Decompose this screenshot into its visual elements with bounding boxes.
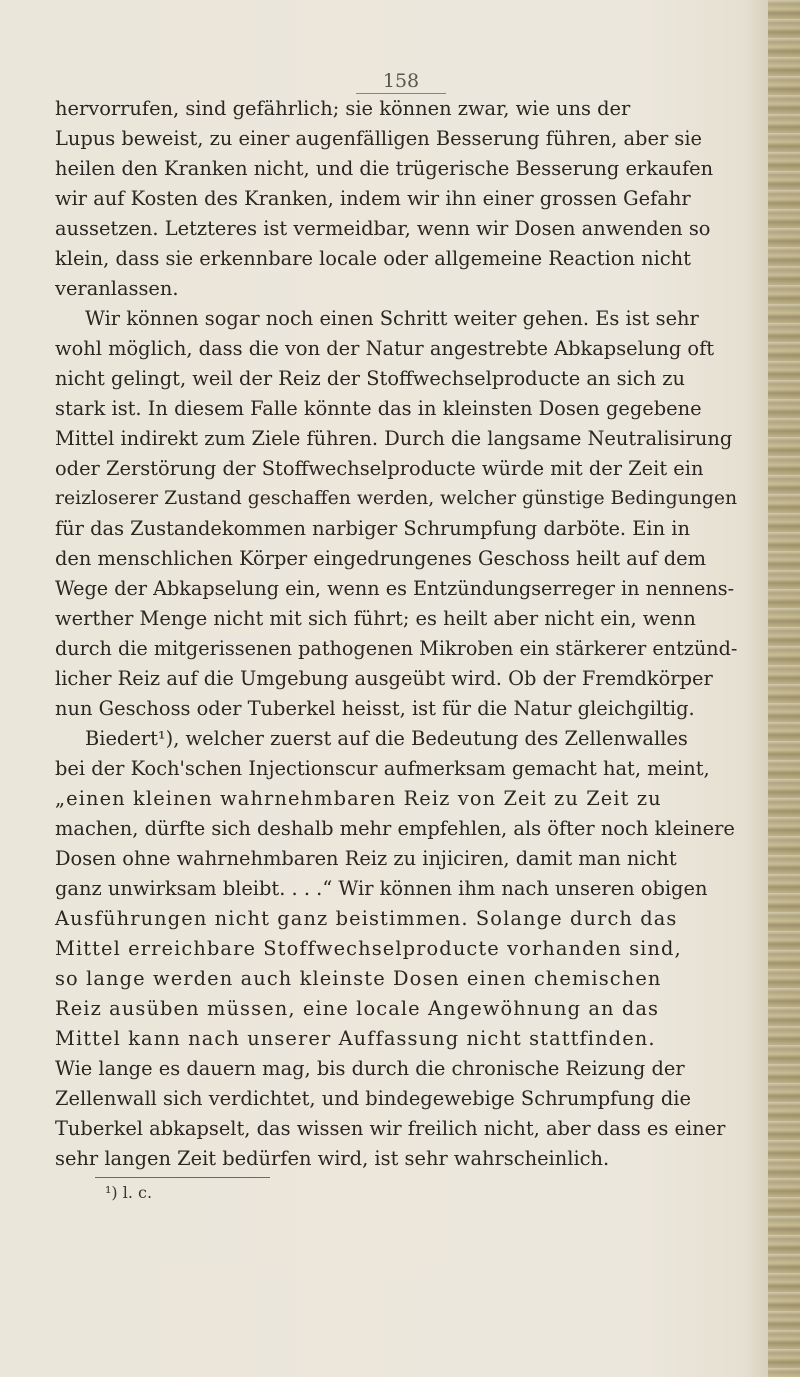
text-line: heilen den Kranken nicht, und die trügerische Besserung erkaufen [55,157,714,180]
text-line-paragraph-start: Wir können sogar noch einen Schritt weiter gehen. Es ist sehr [85,307,699,330]
text-line-spaced: Mittel erreichbare Stoffwechselproducte vorhanden sind, [55,937,682,960]
text-line: Dosen ohne wahrnehmbaren Reiz zu injiciren, damit man nicht [55,847,677,870]
text-line: den menschlichen Körper eingedrungenes Geschoss heilt auf dem [55,547,706,570]
text-line: werther Menge nicht mit sich führt; es heilt aber nicht ein, wenn [55,607,696,630]
text-line: reizloserer Zustand geschaffen werden, welcher günstige Bedingungen [55,488,738,509]
footnote: ¹) l. c. [105,1183,153,1202]
text-line: nicht gelingt, weil der Reiz der Stoffwechselproducte an sich zu [55,367,685,390]
text-line-spaced: Mittel kann nach unserer Auffassung nicht stattfinden. [55,1027,656,1050]
text-line: hervorrufen, sind gefährlich; sie können zwar, wie uns der [55,97,631,120]
text-line: stark ist. In diesem Falle könnte das in kleinsten Dosen gegebene [55,397,702,420]
text-line-spaced: „einen kleinen wahrnehmbaren Reiz von Zeit zu Zeit zu [55,787,662,810]
text-line: oder Zerstörung der Stoffwechselproducte würde mit der Zeit ein [55,457,704,480]
text-line: Wege der Abkapselung ein, wenn es Entzündungserreger in nennens- [55,577,735,600]
page-edge-shadow [768,0,800,1377]
text-line: wohl möglich, dass die von der Natur angestrebte Abkapselung oft [55,337,715,360]
text-line: ganz unwirksam bleibt. . . .“ Wir können ihm nach unseren obigen [55,877,708,900]
text-line: nun Geschoss oder Tuberkel heisst, ist für die Natur gleichgiltig. [55,697,695,720]
text-line: aussetzen. Letzteres ist vermeidbar, wenn wir Dosen anwenden so [55,217,711,240]
page-number: 158 [356,70,446,94]
text-line: Mittel indirekt zum Ziele führen. Durch die langsame Neutralisirung [55,427,733,450]
text-line: klein, dass sie erkennbare locale oder allgemeine Reaction nicht [55,247,691,270]
text-line: wir auf Kosten des Kranken, indem wir ihn einer grossen Gefahr [55,187,691,210]
footnote-divider [95,1177,270,1178]
text-line: sehr langen Zeit bedürfen wird, ist sehr wahrscheinlich. [55,1147,610,1170]
text-line: machen, dürfte sich deshalb mehr empfehlen, als öfter noch kleinere [55,817,735,840]
text-line: durch die mitgerissenen pathogenen Mikroben ein stärkerer entzünd- [55,637,738,660]
text-line: Wie lange es dauern mag, bis durch die chronische Reizung der [55,1057,685,1080]
text-line: für das Zustandekommen narbiger Schrumpfung darböte. Ein in [55,517,690,540]
text-line: Zellenwall sich verdichtet, und bindegewebige Schrumpfung die [55,1087,691,1110]
text-line: veranlassen. [55,277,179,300]
text-line: licher Reiz auf die Umgebung ausgeübt wird. Ob der Fremdkörper [55,667,713,690]
text-line: bei der Koch'schen Injectionscur aufmerksam gemacht hat, meint, [55,757,710,780]
text-line: Lupus beweist, zu einer augenfälligen Besserung führen, aber sie [55,127,703,150]
text-line-spaced: Reiz ausüben müssen, eine locale Angewöhnung an das [55,997,660,1020]
text-line-spaced: Ausführungen nicht ganz beistimmen. Solange durch das [55,907,678,930]
text-line: Tuberkel abkapselt, das wissen wir freilich nicht, aber dass es einer [55,1117,726,1140]
text-line-paragraph-start: Biedert¹), welcher zuerst auf die Bedeutung des Zellenwalles [85,727,688,750]
text-line-spaced: so lange werden auch kleinste Dosen einen chemischen [55,967,662,990]
